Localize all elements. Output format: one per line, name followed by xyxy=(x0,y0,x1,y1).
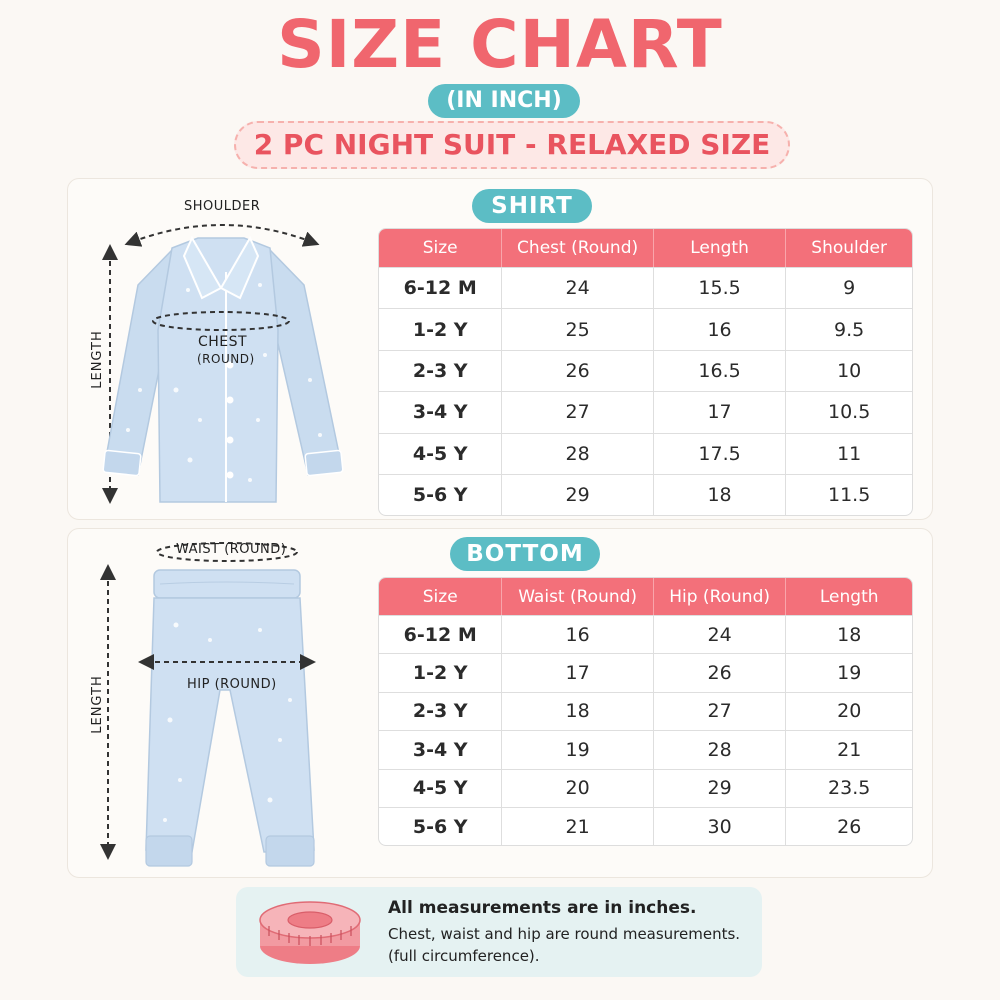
shirt-length-label: LENGTH xyxy=(89,330,105,389)
table-cell: 20 xyxy=(502,769,653,807)
table-cell: 26 xyxy=(654,653,787,691)
table-cell: 10 xyxy=(786,350,912,391)
size-cell: 5-6 Y xyxy=(379,474,502,515)
table-cell: 24 xyxy=(502,267,653,308)
size-cell: 5-6 Y xyxy=(379,807,502,845)
table-cell: 18 xyxy=(502,692,653,730)
table-cell: 17.5 xyxy=(654,433,787,474)
note-line: Chest, waist and hip are round measurements. xyxy=(388,925,741,943)
table-header-row xyxy=(379,578,912,615)
table-cell: 26 xyxy=(502,350,653,391)
size-cell: 6-12 M xyxy=(379,267,502,308)
table-cell: 21 xyxy=(502,807,653,845)
table-cell: 9.5 xyxy=(786,308,912,349)
column-header: Length xyxy=(654,229,787,267)
shirt-diagram xyxy=(80,190,360,510)
size-cell: 3-4 Y xyxy=(379,730,502,768)
table-cell: 19 xyxy=(786,653,912,691)
size-cell: 1-2 Y xyxy=(379,653,502,691)
pants-waistband xyxy=(154,570,300,598)
table-cell: 16.5 xyxy=(654,350,787,391)
table-cell: 28 xyxy=(502,433,653,474)
table-cell: 9 xyxy=(786,267,912,308)
table-cell: 17 xyxy=(654,391,787,432)
size-cell: 2-3 Y xyxy=(379,350,502,391)
table-cell: 24 xyxy=(654,615,787,653)
table-cell: 29 xyxy=(654,769,787,807)
table-cell: 27 xyxy=(654,692,787,730)
table-cell: 29 xyxy=(502,474,653,515)
column-header: Hip (Round) xyxy=(654,578,787,615)
table-cell: 17 xyxy=(502,653,653,691)
chest-label: CHEST xyxy=(198,334,248,350)
pants-diagram xyxy=(80,540,360,870)
column-header: Size xyxy=(379,229,502,267)
table-cell: 16 xyxy=(654,308,787,349)
table-row xyxy=(379,308,912,349)
column-header: Size xyxy=(379,578,502,615)
note-line: (full circumference). xyxy=(388,947,540,965)
bottom-size-table xyxy=(378,577,913,846)
table-cell: 10.5 xyxy=(786,391,912,432)
table-cell: 26 xyxy=(786,807,912,845)
table-row xyxy=(379,807,912,845)
table-row xyxy=(379,615,912,653)
table-row xyxy=(379,391,912,432)
table-row xyxy=(379,769,912,807)
table-cell: 27 xyxy=(502,391,653,432)
table-cell: 11 xyxy=(786,433,912,474)
table-cell: 21 xyxy=(786,730,912,768)
unit-badge: (IN INCH) xyxy=(428,84,580,118)
waist-label: WAIST (ROUND) xyxy=(176,542,287,557)
shirt-body xyxy=(158,238,278,502)
size-cell: 1-2 Y xyxy=(379,308,502,349)
table-cell: 25 xyxy=(502,308,653,349)
pants-legs xyxy=(146,598,314,852)
product-subtitle: 2 PC NIGHT SUIT - RELAXED SIZE xyxy=(234,121,790,169)
shoulder-label: SHOULDER xyxy=(184,199,261,214)
column-header: Waist (Round) xyxy=(502,578,653,615)
table-cell: 11.5 xyxy=(786,474,912,515)
table-cell: 18 xyxy=(786,615,912,653)
note-title: All measurements are in inches. xyxy=(388,898,697,918)
size-cell: 6-12 M xyxy=(379,615,502,653)
table-cell: 16 xyxy=(502,615,653,653)
table-row xyxy=(379,730,912,768)
table-row xyxy=(379,692,912,730)
measuring-tape-icon xyxy=(255,896,365,968)
table-cell: 20 xyxy=(786,692,912,730)
table-cell: 18 xyxy=(654,474,787,515)
table-cell: 28 xyxy=(654,730,787,768)
table-cell: 30 xyxy=(654,807,787,845)
shirt-right-sleeve xyxy=(270,250,342,475)
bottom-section-label: BOTTOM xyxy=(450,537,600,571)
table-row xyxy=(379,653,912,691)
table-row xyxy=(379,267,912,308)
table-row xyxy=(379,474,912,515)
size-cell: 4-5 Y xyxy=(379,433,502,474)
pants-length-label: LENGTH xyxy=(89,675,105,734)
hip-label: HIP (ROUND) xyxy=(187,677,277,692)
table-cell: 19 xyxy=(502,730,653,768)
shirt-section-label: SHIRT xyxy=(472,189,592,223)
column-header: Length xyxy=(786,578,912,615)
column-header: Shoulder xyxy=(786,229,912,267)
shirt-size-table xyxy=(378,228,913,516)
size-cell: 4-5 Y xyxy=(379,769,502,807)
page-title: SIZE CHART xyxy=(277,6,723,83)
table-row xyxy=(379,433,912,474)
table-row xyxy=(379,350,912,391)
chest-sub-label: (ROUND) xyxy=(197,352,255,366)
table-cell: 23.5 xyxy=(786,769,912,807)
column-header: Chest (Round) xyxy=(502,229,653,267)
size-cell: 3-4 Y xyxy=(379,391,502,432)
size-cell: 2-3 Y xyxy=(379,692,502,730)
table-header-row xyxy=(379,229,912,267)
table-cell: 15.5 xyxy=(654,267,787,308)
